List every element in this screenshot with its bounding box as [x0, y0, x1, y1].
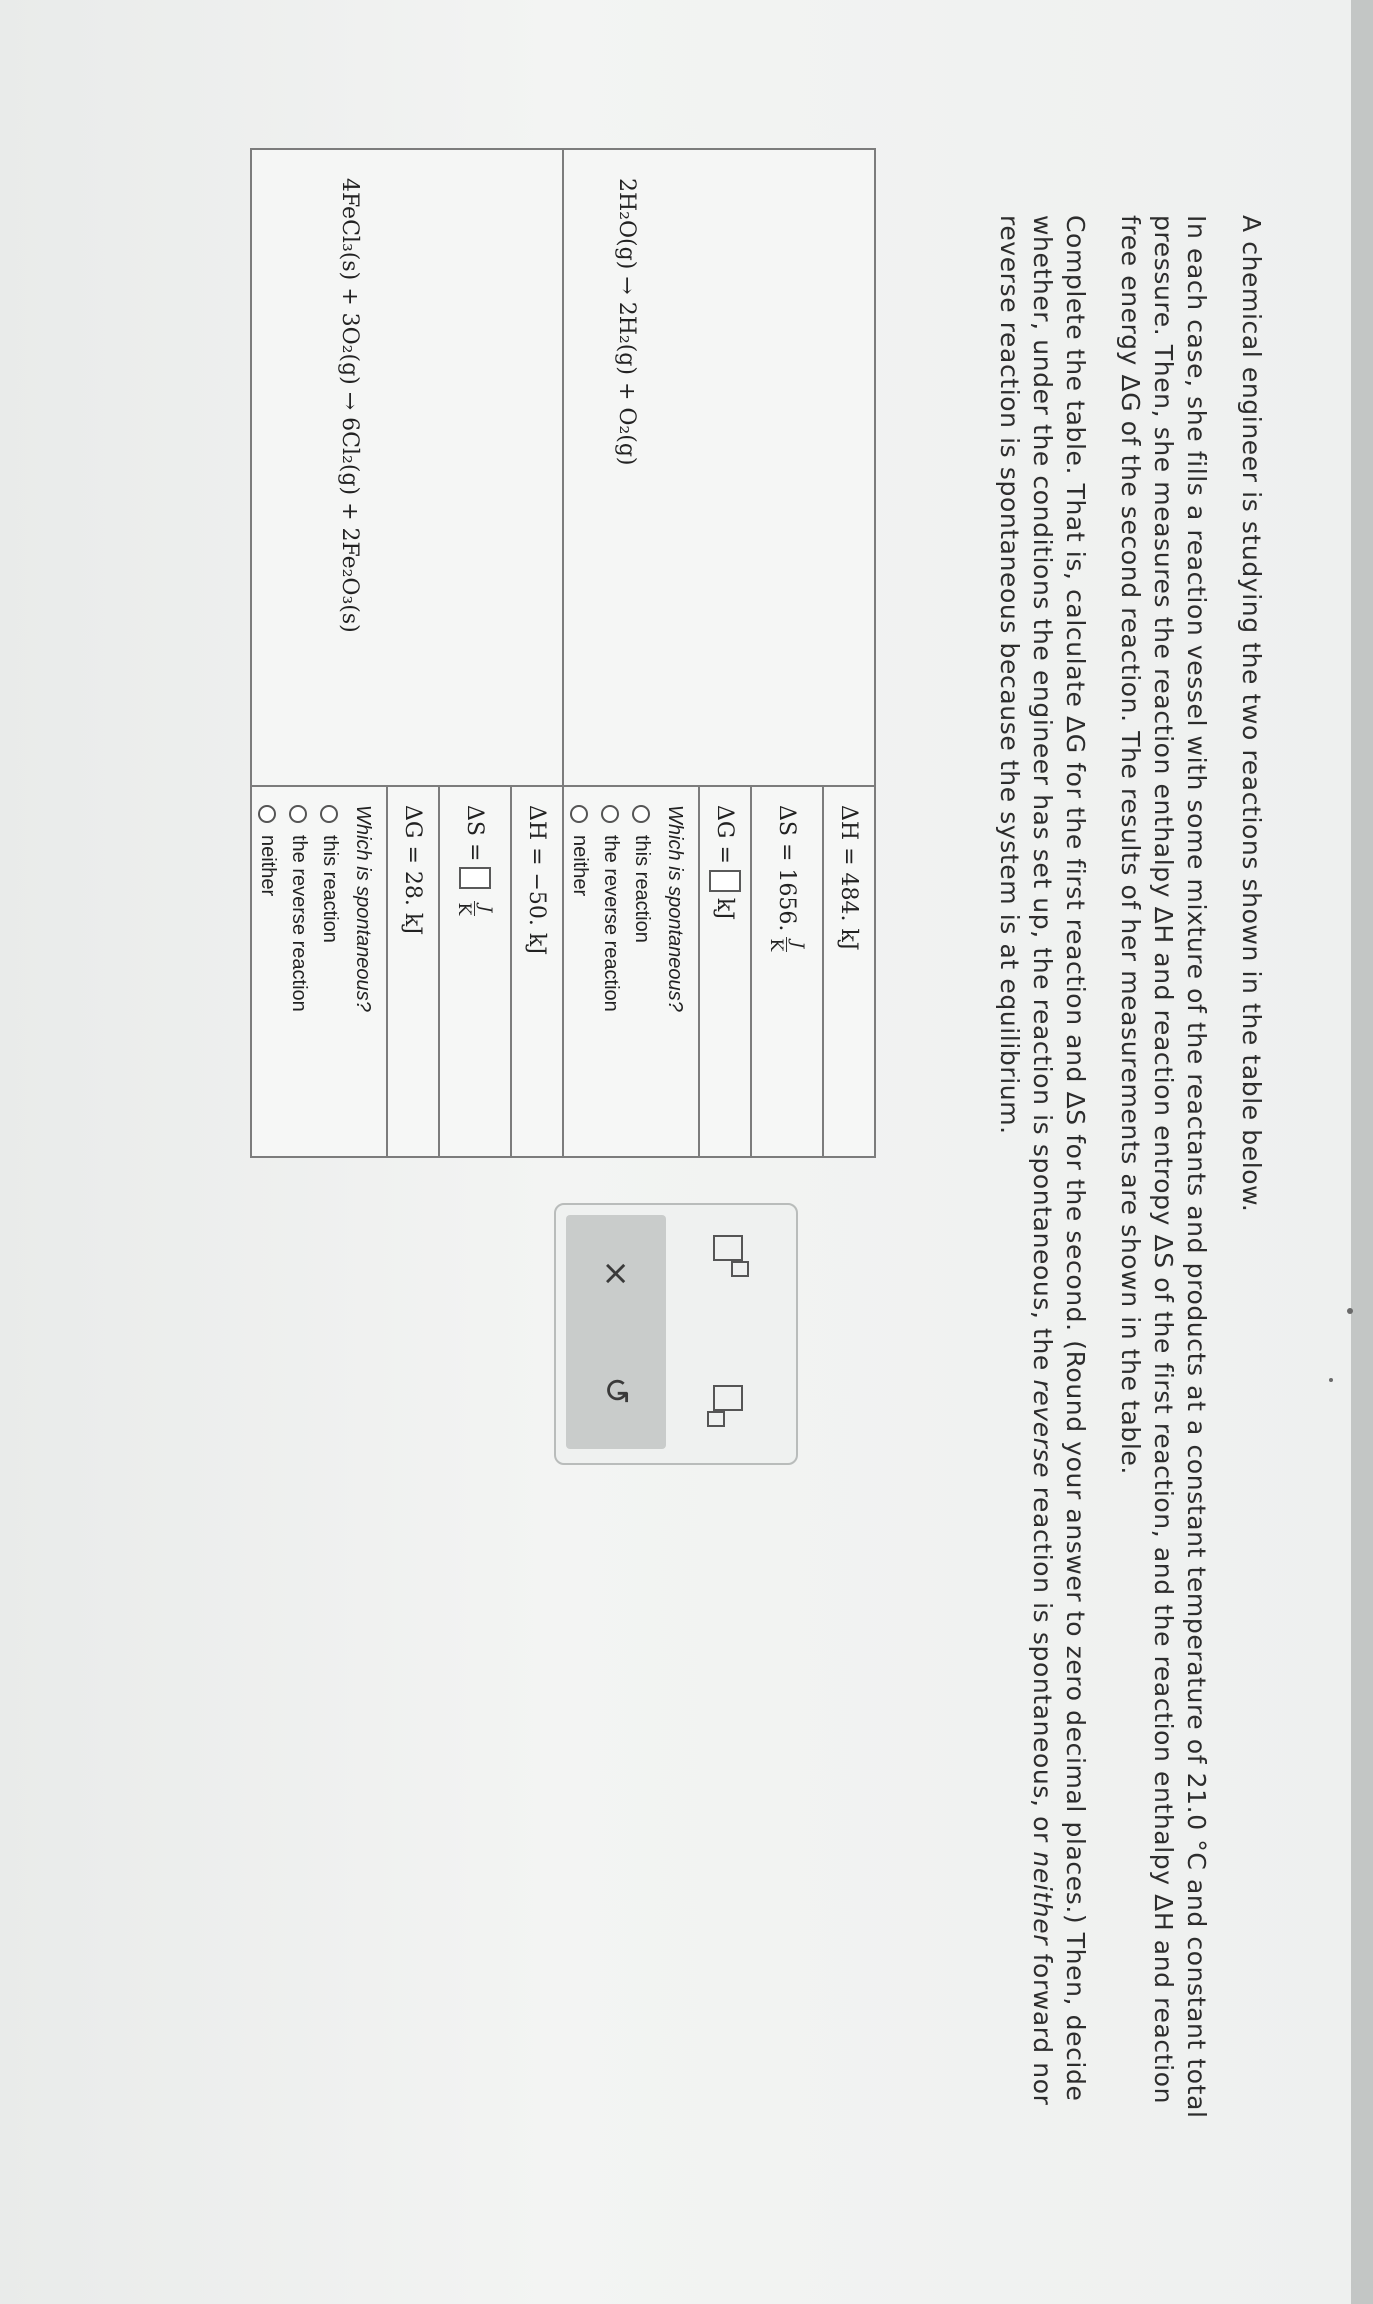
- reaction-1-dS: ΔS = 1656. J K: [750, 787, 822, 1156]
- reaction-1-equation: 2H₂O(g) → 2H₂(g) + O₂(g): [614, 178, 639, 466]
- intro-text: A chemical engineer is studying the two reactions shown in the table below.: [1237, 215, 1266, 1213]
- subscript-template-button[interactable]: [711, 1377, 751, 1437]
- reaction-1-dG: ΔG = kJ: [698, 787, 750, 1156]
- reaction-2-option-this[interactable]: this reaction: [314, 787, 345, 1156]
- unit-fraction: J K: [454, 902, 496, 916]
- reaction-1-option-reverse[interactable]: the reverse reaction: [595, 787, 626, 1156]
- radio-icon[interactable]: [290, 805, 308, 823]
- reaction-2-row: [251, 149, 563, 1157]
- reaction-1-option-this[interactable]: this reaction: [626, 787, 657, 1156]
- reaction-2-dH: ΔH = −50. kJ: [510, 787, 562, 1156]
- reaction-1-dH: ΔH = 484. kJ: [822, 787, 874, 1156]
- radio-icon[interactable]: [321, 805, 339, 823]
- reaction-1-row: [563, 149, 875, 1157]
- radio-icon[interactable]: [602, 805, 620, 823]
- reaction-1-option-neither[interactable]: neither: [564, 787, 595, 1156]
- reaction-2-dG: ΔG = 28. kJ: [386, 787, 438, 1156]
- dS-answer-input[interactable]: [459, 867, 491, 889]
- dG-answer-input[interactable]: [709, 870, 741, 892]
- instructions-text: Complete the table. That is, calculate ΔG for the first reaction and ΔS for the second. (Round your answer to zero decimal places.) Then, decide whether, under the conditions the engineer has set up, the reaction is spontaneous, the reverse reaction is spontaneous, or neither forward nor reverse reaction is spontaneous because the system is at equilibrium.: [995, 215, 1090, 2106]
- panel-actions: [566, 1215, 666, 1449]
- reaction-1-question: Which is spontaneous?: [664, 805, 686, 1012]
- reaction-table: [250, 148, 876, 1158]
- reaction-2-option-neither[interactable]: neither: [252, 787, 283, 1156]
- template-buttons: [701, 1227, 761, 1437]
- reaction-2-dS: ΔS = J K: [438, 787, 510, 1156]
- math-input-panel: [554, 1203, 798, 1465]
- screen-edge: [1351, 0, 1373, 2304]
- unit-fraction: J K: [766, 938, 808, 952]
- conditions-text: In each case, she fills a reaction vessel with some mixture of the reactants and products at a constant temperature of 21.0 °C and constant total pressure. Then, she measures the reaction enthalpy ΔH and reaction entropy ΔS of the first reaction, and the reaction enthalpy ΔH and reaction free energy ΔG of the second reaction. The results of her measurements are shown in the table.: [1116, 215, 1211, 2119]
- radio-icon[interactable]: [259, 805, 277, 823]
- reaction-1-data-cell: [563, 786, 875, 1157]
- clear-icon[interactable]: ×: [596, 1259, 636, 1288]
- reaction-2-data-cell: [251, 786, 563, 1157]
- reaction-2-question: Which is spontaneous?: [352, 805, 374, 1012]
- radio-icon[interactable]: [633, 805, 651, 823]
- reaction-1-equation-cell: [563, 149, 875, 786]
- superscript-template-button[interactable]: [711, 1227, 751, 1287]
- camera-dot: [1347, 1308, 1353, 1314]
- reaction-2-equation: 4FeCl₃(s) + 3O₂(g) → 6Cl₂(g) + 2Fe₂O₃(s): [337, 178, 362, 633]
- dust-dot: [1329, 1378, 1333, 1382]
- radio-icon[interactable]: [571, 805, 589, 823]
- reaction-2-equation-cell: [251, 149, 563, 786]
- reaction-2-option-reverse[interactable]: the reverse reaction: [283, 787, 314, 1156]
- undo-icon[interactable]: ↺: [596, 1376, 636, 1405]
- problem-statement: [971, 215, 1268, 2155]
